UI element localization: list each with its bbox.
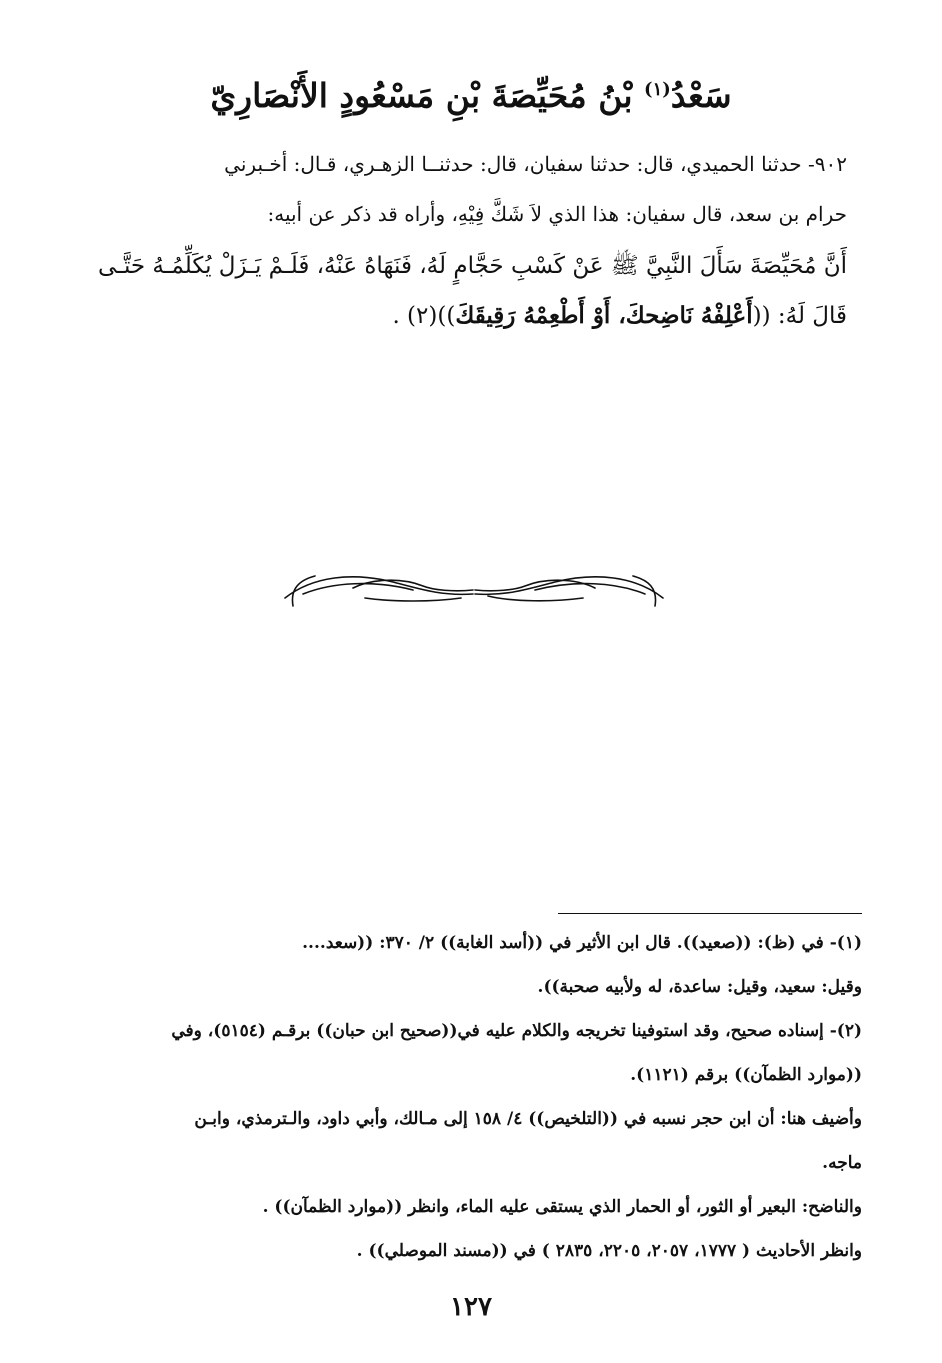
footnote-line: (٢)- إسناده صحيح، وقد استوفينا تخريجه والكلام عليه في((صحيح ابن حبان)) برقـم (٥١٥٤)، وفي (171, 1021, 862, 1041)
footnote-rule (558, 913, 862, 914)
title-rest: بْنُ مُحَيِّصَةَ بْنِ مَسْعُودٍ الأَنْصَارِيّ (210, 76, 633, 115)
footnote-line: وقيل: سعيد، وقيل: ساعدة، له ولأبيه صحبة)). (537, 977, 862, 997)
footnote-line: وانظر الأحاديث ( ١٧٧٧، ٢٠٥٧، ٢٢٠٥، ٢٨٣٥ ) في ((مسند الموصلي)) . (356, 1241, 862, 1261)
isnad-line-1: ٩٠٢- حدثنا الحميدي، قال: حدثنا سفيان، قال: حدثنــا الزهـري، قـال: أخـبرني (224, 152, 847, 176)
chapter-title (90, 70, 852, 123)
matn-line-1: أَنَّ مُحَيِّصَةَ سَأَلَ النَّبِيَّ ﷺ عَنْ كَسْبِ حَجَّامٍ لَهُ، فَنَهَاهُ عَنْهُ، فَلَـمْ يَـزَلْ يُكَلِّمُـهُ حَتَّـى (98, 253, 847, 279)
isnad-line-2: حرام بن سعد، قال سفيان: هذا الذي لاَ شَكَّ فِيْهِ، وأراه قد ذكر عن أبيه: (267, 202, 847, 226)
footnotes (90, 932, 862, 1284)
matn-line-2-start: قَالَ لَهُ: (( (752, 303, 847, 329)
footnote-line: (١)- في (ظ): ((صعيد)). قال ابن الأثير في ((أسد الغابة)) ٢/ ٣٧٠: ((سعد.... (302, 933, 862, 953)
title-footnote-mark: (١) (644, 79, 671, 100)
matn-quote: أَعْلِفْهُ نَاضِحكَ، أَوْ أَطْعِمْهُ رَقِيقَكَ (455, 302, 753, 329)
hadith-block (95, 150, 847, 350)
title-main: سَعْدُ (670, 76, 732, 115)
footnote-line: والناضح: البعير أو الثور، أو الحمار الذي يستقى عليه الماء، وانظر ((موارد الظمآن)) . (262, 1197, 862, 1217)
matn-line-2 (95, 300, 847, 350)
footnote-line: ((موارد الظمآن)) برقم (١١٢١). (630, 1065, 862, 1085)
footnote-line: ماجه. (822, 1153, 862, 1173)
matn-line-2-end: ))(٢) . (392, 303, 456, 329)
footnote-line: وأضيف هنا: أن ابن حجر نسبه في ((التلخيص)) ٤/ ١٥٨ إلى مـالك، وأبي داود، والـترمذي، وابـن (194, 1109, 862, 1129)
ornament-divider-icon (283, 568, 665, 608)
page-number: ١٢٧ (450, 1292, 492, 1322)
